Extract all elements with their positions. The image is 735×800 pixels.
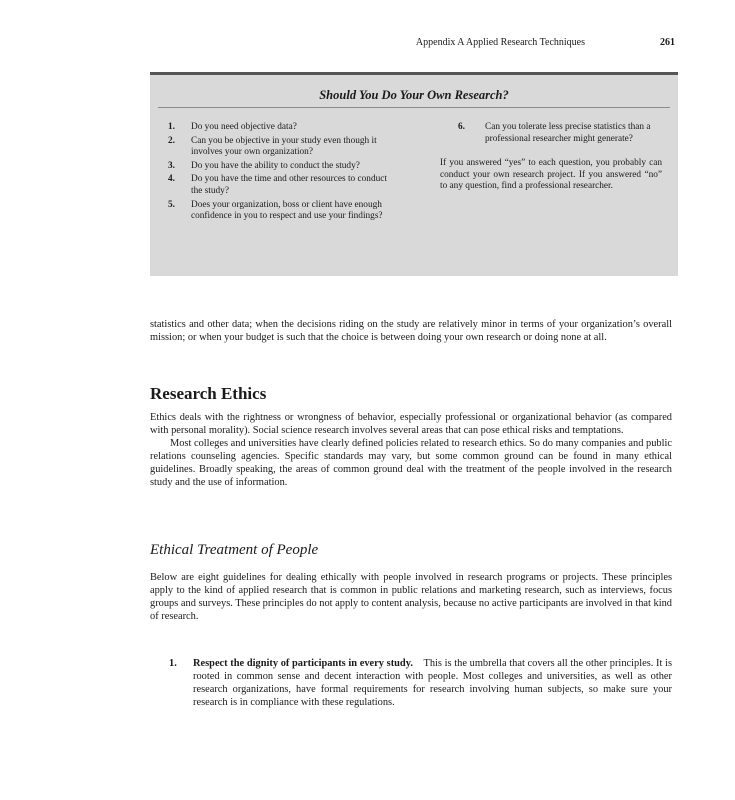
treatment-paragraph: Below are eight guidelines for dealing ethically with people involved in research programs or projects. These principles apply to the kind of applied research that is common in public relations and marketing research, such as interviews, focus groups and surveys. These principles do not apply to content analysis, because no active participants are involved in that kind of research. [150, 572, 672, 623]
question-text: Does your organization, boss or client have enough confidence in you to respect and use your findings? [191, 199, 383, 222]
question-text: Do you have the ability to conduct the study? [191, 160, 360, 171]
ethics-paragraph-2: Most colleges and universities have clearly defined policies related to research ethics. So do many companies and public relations counseling agencies. Specific standards may vary, but some common ground can be found in many ethical guidelines. Broadly speaking, the areas of common ground deal with the treatment of the people involved in the research study and the use of information. [150, 438, 672, 489]
guideline-text: This is the umbrella that covers all the other principles. It is rooted in common sense and decent interaction with people. Most colleges and universities, as well as other research organizations, have formal requirements for research involving human subjects, so make sure your research is in compliance with these regulations. [193, 658, 672, 709]
ethics-text [150, 411, 672, 490]
ethics-paragraph-1: Ethics deals with the rightness or wrongness of behavior, especially professional or organizational behavior (as compared with personal morality). Social science research involves several areas that can pose ethical risks and temptations. [150, 412, 672, 437]
question-text: Do you need objective data? [191, 122, 297, 132]
question-number: 3. [168, 160, 175, 171]
page-number: 261 [660, 37, 675, 48]
running-title: Appendix A Applied Research Techniques [415, 37, 585, 48]
guideline-body [193, 657, 672, 709]
question-item [168, 122, 400, 134]
guideline-heading: Respect the dignity of participants in every study. [193, 658, 413, 669]
sidebar-divider [158, 107, 670, 108]
guideline-item [169, 657, 672, 709]
question-item [168, 161, 400, 173]
question-item [168, 136, 400, 159]
question-item [168, 174, 400, 197]
sidebar-right-column [440, 122, 662, 193]
sidebar-box [150, 72, 678, 276]
question-item [458, 122, 662, 145]
guideline-number: 1. [169, 658, 177, 669]
question-text: Can you tolerate less precise statistics than a professional researcher might generate? [485, 122, 651, 144]
continuation-paragraph: statistics and other data; when the decisions riding on the study are relatively minor in terms of your organization’s overall mission; or when your budget is such that the choice is between doing your own research or doing none at all. [150, 319, 672, 344]
question-text: Can you be objective in your study even though it involves your own organization? [191, 135, 377, 158]
question-item [168, 200, 400, 223]
section-heading: Research Ethics [150, 384, 267, 403]
question-number: 6. [458, 122, 465, 132]
question-number: 4. [168, 174, 175, 185]
question-number: 2. [168, 135, 175, 146]
question-number: 5. [168, 199, 175, 210]
sidebar-title: Should You Do Your Own Research? [319, 88, 509, 102]
sidebar-note: If you answered “yes” to each question, you probably can conduct your own research project. If you answered “no” to any question, find a professional researcher. [440, 158, 662, 192]
question-text: Do you have the time and other resources to conduct the study? [191, 174, 387, 196]
question-list [168, 122, 400, 225]
subsection-heading: Ethical Treatment of People [150, 542, 319, 558]
question-number: 1. [168, 122, 175, 132]
